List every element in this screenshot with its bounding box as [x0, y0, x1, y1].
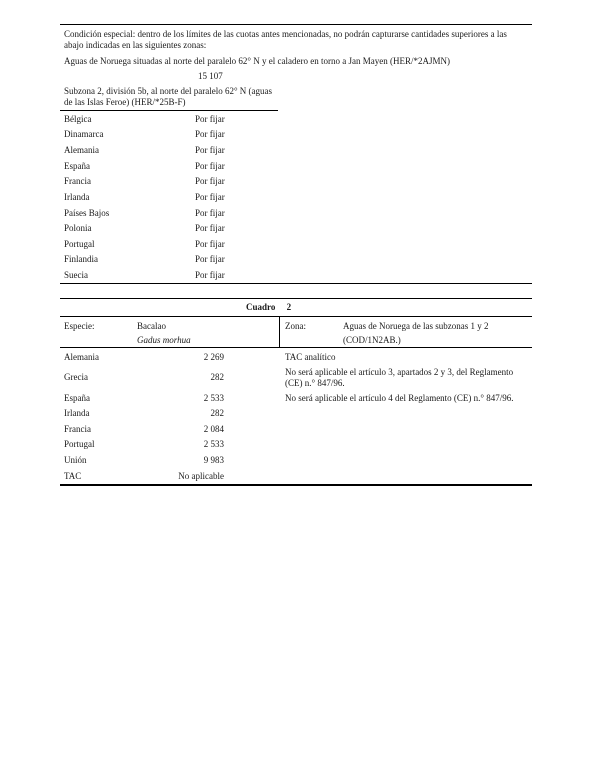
zone1-label: Aguas de Noruega situadas al norte del paralelo 62° N y el caladero en torno a Jan Mayen (HER/*2AJMN) — [64, 56, 450, 66]
quota-value: Por fijar — [195, 270, 225, 280]
quota-value: No aplicable — [178, 471, 224, 481]
top-rule — [60, 24, 532, 25]
country-name: Alemania — [64, 352, 99, 362]
quota-value: Por fijar — [195, 145, 225, 155]
country-name: Portugal — [64, 439, 95, 449]
country-name: TAC — [64, 471, 82, 481]
quota-value: Por fijar — [195, 129, 225, 139]
section1-bottom-rule — [60, 283, 532, 284]
quota-value: 2 269 — [203, 352, 224, 362]
species-name: Bacalao — [137, 321, 166, 331]
quota-value: 9 983 — [203, 455, 224, 465]
cuadro-subheader-rule — [60, 347, 532, 348]
note-analytic-tac: TAC analítico — [285, 352, 336, 362]
special-condition-text: Condición especial: dentro de los límites de las cuotas antes mencionadas, no podrán capturarse cantidades superiores a las abajo indicadas en las siguientes zonas: — [64, 29, 507, 50]
country-name: Polonia — [64, 223, 92, 233]
quota-value: Por fijar — [195, 239, 225, 249]
zone-label: Zona: — [285, 321, 306, 331]
quota-value: 282 — [210, 408, 224, 418]
zone2-label: Subzona 2, división 5b, al norte del paralelo 62° N (aguas de las Islas Feroe) (HER/*25B-F) — [64, 86, 273, 107]
cuadro-bottom-rule — [60, 484, 532, 486]
quota-value: Por fijar — [195, 254, 225, 264]
cuadro-title-word: Cuadro — [246, 302, 276, 312]
country-name: Grecia — [64, 372, 88, 382]
species-label: Especie: — [64, 321, 95, 331]
country-name: España — [64, 393, 90, 403]
zone-name: Aguas de Noruega de las subzonas 1 y 2 — [343, 321, 489, 331]
quota-value: 282 — [210, 372, 224, 382]
cuadro-number: 2 — [286, 302, 292, 312]
country-name: Finlandia — [64, 254, 98, 264]
quota-value: Por fijar — [195, 161, 225, 171]
country-name: Dinamarca — [64, 129, 104, 139]
quota-value: Por fijar — [195, 114, 225, 124]
country-name: Irlanda — [64, 192, 90, 202]
country-name: Países Bajos — [64, 208, 110, 218]
section1-table-rule — [60, 110, 278, 111]
quota-value: Por fijar — [195, 208, 225, 218]
cuadro-title — [246, 302, 291, 313]
country-name: Francia — [64, 176, 91, 186]
quota-value: 2 533 — [203, 393, 224, 403]
zone1-value: 15 107 — [198, 71, 223, 81]
country-name: Unión — [64, 455, 87, 465]
cuadro-top-rule — [60, 298, 532, 299]
country-name: Suecia — [64, 270, 88, 280]
country-name: Irlanda — [64, 408, 90, 418]
quota-value: 2 084 — [203, 424, 224, 434]
cuadro-column-divider — [279, 316, 280, 348]
country-name: Francia — [64, 424, 91, 434]
country-name: Bélgica — [64, 114, 92, 124]
cuadro-header-rule — [60, 316, 532, 317]
quota-value: Por fijar — [195, 192, 225, 202]
zone-code: (COD/1N2AB.) — [343, 335, 401, 345]
country-name: Portugal — [64, 239, 95, 249]
note-article-4: No será aplicable el artículo 4 del Reglamento (CE) n.° 847/96. — [285, 393, 514, 403]
quota-value: Por fijar — [195, 176, 225, 186]
quota-value: Por fijar — [195, 223, 225, 233]
species-latin-name: Gadus morhua — [137, 335, 191, 345]
country-name: Alemania — [64, 145, 99, 155]
note-article-3: No será aplicable el artículo 3, apartados 2 y 3, del Reglamento (CE) n.° 847/96. — [285, 367, 514, 388]
quota-value: 2 533 — [203, 439, 224, 449]
country-name: España — [64, 161, 90, 171]
